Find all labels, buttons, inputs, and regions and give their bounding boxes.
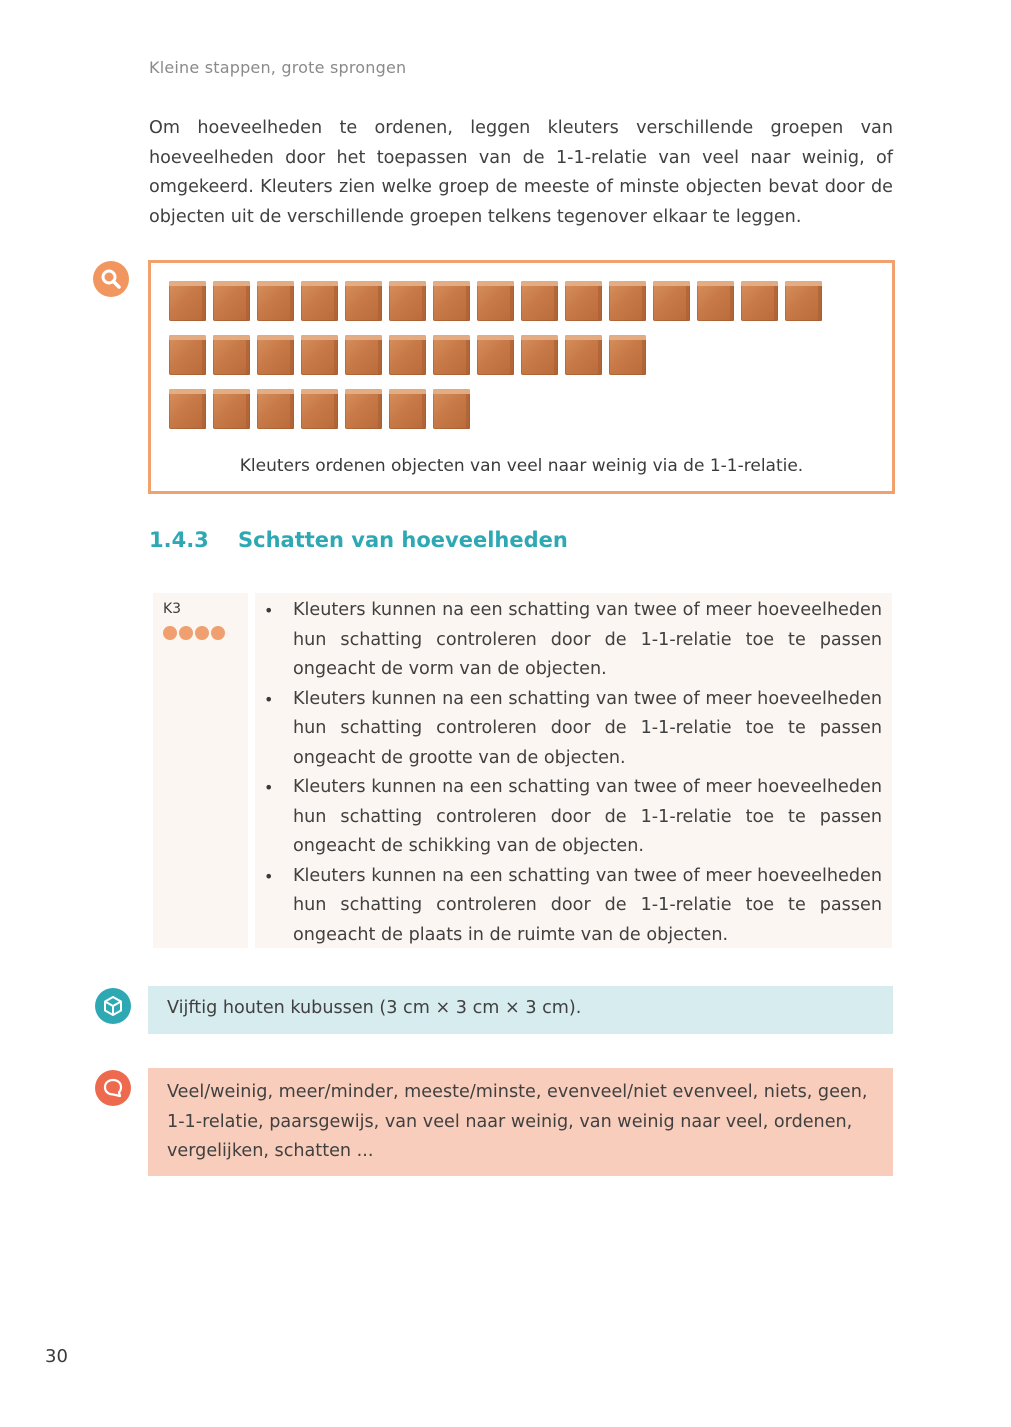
wooden-cube: [741, 281, 778, 321]
goal-item: • Kleuters kunnen na een schatting van twee of meer hoeveelheden hun schatting controleren door de 1-1-relatie toe te passen ongeacht de vorm van de objecten.: [255, 596, 882, 685]
wooden-cube: [433, 389, 470, 429]
goal-item: • Kleuters kunnen na een schatting van twee of meer hoeveelheden hun schatting controleren door de 1-1-relatie toe te passen ongeacht de schikking van de objecten.: [255, 773, 882, 862]
figure-box: [148, 260, 895, 494]
wooden-cube: [169, 335, 206, 375]
level-dot: [179, 626, 193, 640]
wooden-cube: [345, 389, 382, 429]
wooden-cube: [301, 281, 338, 321]
search-icon: [93, 261, 129, 297]
wooden-cube: [785, 281, 822, 321]
cube-icon: [95, 988, 131, 1024]
wooden-cube: [433, 335, 470, 375]
wooden-cube: [169, 389, 206, 429]
wooden-cube: [257, 281, 294, 321]
level-dot: [195, 626, 209, 640]
wooden-cube: [697, 281, 734, 321]
wooden-cube: [521, 281, 558, 321]
materials-text: Vijftig houten kubussen (3 cm × 3 cm × 3 cm).: [167, 998, 582, 1018]
intro-paragraph: Om hoeveelheden te ordenen, leggen kleuters verschillende groepen van hoeveelheden door het toepassen van de 1-1-relatie van veel naar weinig, of omgekeerd. Kleuters zien welke groep de meeste of minste objecten bevat door de objecten uit de verschillende groepen telkens tegenover elkaar te leggen.: [149, 118, 893, 227]
wooden-cube: [477, 335, 514, 375]
goal-list: [255, 596, 882, 950]
wooden-cube: [477, 281, 514, 321]
materials-box: [148, 986, 893, 1034]
wooden-cube: [565, 335, 602, 375]
page-number: 30: [45, 1346, 68, 1367]
wooden-cube: [257, 335, 294, 375]
wooden-cube: [213, 335, 250, 375]
wooden-cube: [169, 281, 206, 321]
level-label: K3: [163, 601, 182, 617]
cube-row: [169, 281, 822, 321]
wooden-cube: [389, 389, 426, 429]
cube-rows: [169, 281, 822, 443]
vocabulary-text: Veel/weinig, meer/minder, meeste/minste, evenveel/niet evenveel, niets, geen, 1-1-relatie, paarsgewijs, van veel naar weinig, van weinig naar veel, ordenen, vergelijken, schatten ...: [167, 1082, 868, 1161]
wooden-cube: [653, 281, 690, 321]
cube-row: [169, 389, 822, 429]
wooden-cube: [213, 389, 250, 429]
wooden-cube: [301, 335, 338, 375]
wooden-cube: [301, 389, 338, 429]
wooden-cube: [345, 281, 382, 321]
wooden-cube: [257, 389, 294, 429]
vocabulary-box: [148, 1068, 893, 1176]
wooden-cube: [609, 335, 646, 375]
section-heading: [149, 528, 568, 552]
goal-item: • Kleuters kunnen na een schatting van twee of meer hoeveelheden hun schatting controleren door de 1-1-relatie toe te passen ongeacht de plaats in de ruimte van de objecten.: [255, 862, 882, 951]
level-dot: [211, 626, 225, 640]
goal-item: • Kleuters kunnen na een schatting van twee of meer hoeveelheden hun schatting controleren door de 1-1-relatie toe te passen ongeacht de grootte van de objecten.: [255, 685, 882, 774]
wooden-cube: [389, 335, 426, 375]
goal-level-cell: [153, 593, 248, 948]
wooden-cube: [565, 281, 602, 321]
wooden-cube: [521, 335, 558, 375]
speech-bubble-icon: [95, 1070, 131, 1106]
wooden-cube: [433, 281, 470, 321]
level-dot: [163, 626, 177, 640]
goal-list-cell: [255, 593, 892, 948]
figure-caption: Kleuters ordenen objecten van veel naar weinig via de 1-1-relatie.: [239, 456, 804, 476]
wooden-cube: [345, 335, 382, 375]
section-number: 1.4.3: [149, 528, 209, 552]
cube-row: [169, 335, 822, 375]
section-title: Schatten van hoeveelheden: [238, 528, 568, 552]
level-dots: [163, 626, 225, 640]
wooden-cube: [389, 281, 426, 321]
wooden-cube: [609, 281, 646, 321]
running-head: Kleine stappen, grote sprongen: [149, 58, 407, 77]
wooden-cube: [213, 281, 250, 321]
